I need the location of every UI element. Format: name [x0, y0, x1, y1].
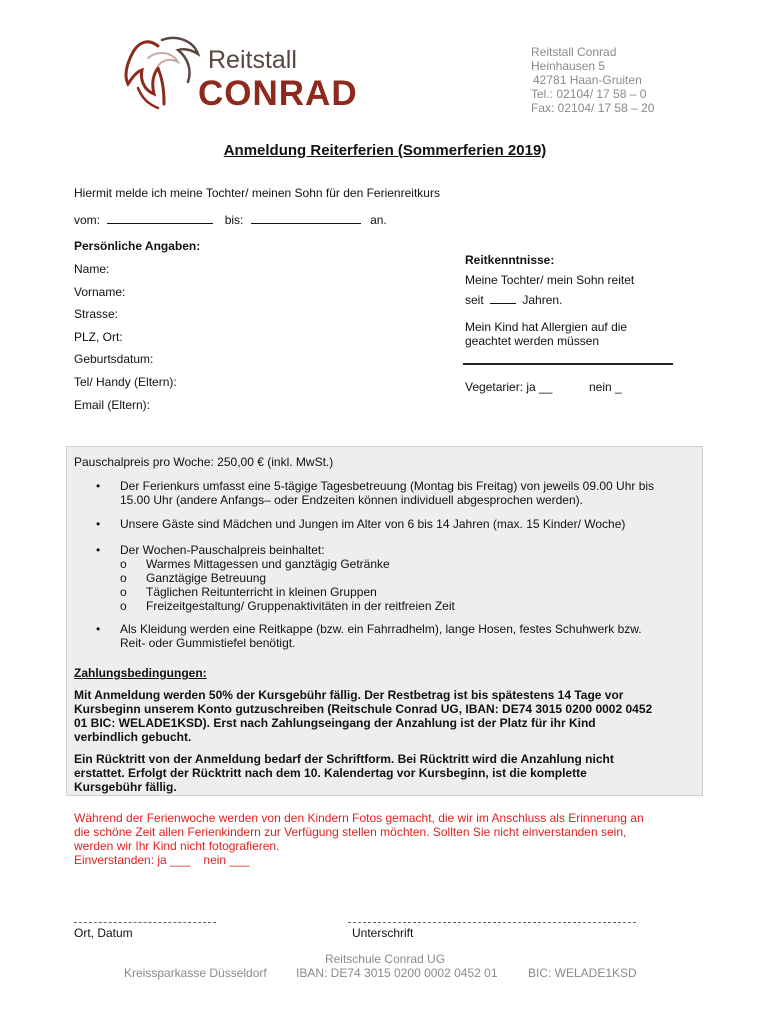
price-text: Pauschalpreis pro Woche: 250,00 € (inkl. MwSt.) [74, 455, 334, 469]
sub-item: Täglichen Reitunterricht in kleinen Gruppen [146, 585, 377, 599]
address-line: Heinhausen 5 [531, 59, 606, 73]
payment-line: 01 BIC: WELADE1KSD). Erst nach Zahlungseingang der Anzahlung ist der Platz für ihr Kind [74, 716, 596, 730]
bullet-clothing-line2: Reit- oder Gummistiefel benötigt. [120, 636, 296, 650]
payment-line: Kursgebühr fällig. [74, 780, 177, 794]
payment-line: Mit Anmeldung werden 50% der Kursgebühr fällig. Der Restbetrag ist bis spätestens 14 Tage vor [74, 688, 624, 702]
sub-bullet-icon: o [120, 599, 127, 613]
photo-line: Während der Ferienwoche werden von den Kindern Fotos gemacht, die wir im Anschluss als Erinnerung an [74, 811, 644, 825]
end-label: an. [370, 213, 387, 227]
name-field-label: Name: [74, 262, 110, 276]
bullet-clothing-line1: Als Kleidung werden eine Reitkappe (bzw. ein Fahrradhelm), lange Hosen, festes Schuhwerk bzw. [120, 622, 642, 636]
phone-field-label: Tel/ Handy (Eltern): [74, 375, 177, 389]
payment-heading: Zahlungsbedingungen: [74, 666, 207, 680]
address-line: Fax: 02104/ 17 58 – 20 [531, 101, 655, 115]
photo-line: werden wir Ihr Kind nicht fotografieren. [74, 839, 280, 853]
footer-bic: BIC: WELADE1KSD [528, 966, 637, 980]
bullet-includes: Der Wochen-Pauschalpreis beinhaltet: [120, 543, 325, 557]
photo-consent-choice[interactable]: Einverstanden: ja ___ nein ___ [74, 853, 250, 867]
riding-years-prefix: seit [465, 293, 484, 307]
riding-heading: Reitkenntnisse: [465, 253, 555, 267]
page-title: Anmeldung Reiterferien (Sommerferien 2019) [223, 142, 547, 159]
place-date-line[interactable] [74, 922, 216, 923]
bullet-icon: • [96, 622, 101, 636]
bullet-icon: • [96, 479, 101, 493]
payment-paragraph-2 [74, 752, 614, 794]
payment-paragraph-1 [74, 688, 652, 744]
from-date-field[interactable] [107, 213, 213, 224]
address-line: Tel.: 02104/ 17 58 – 0 [531, 87, 647, 101]
payment-line: Kursbeginn unserem Konto gutzuschreiben (Reitschule Conrad UG, IBAN: DE74 3015 0200 0002 0452 [74, 702, 653, 716]
email-field-label: Email (Eltern): [74, 398, 151, 412]
to-label: bis: [224, 213, 244, 227]
riding-years-field[interactable] [490, 293, 516, 304]
bullet-icon: • [96, 517, 101, 531]
signature-label: Unterschrift [352, 926, 414, 940]
address-line: 42781 Haan-Gruiten [533, 73, 642, 87]
allergy-line1: Mein Kind hat Allergien auf die [465, 320, 628, 334]
vegetarian-yes[interactable]: Vegetarier: ja __ [465, 380, 553, 394]
date-row [74, 213, 387, 227]
street-field-label: Strasse: [74, 307, 119, 321]
logo-text-reitstall: Reitstall [208, 46, 297, 74]
intro-text: Hiermit melde ich meine Tochter/ meinen Sohn für den Ferienreitkurs [74, 186, 440, 200]
sub-item: Warmes Mittagessen und ganztägig Getränke [146, 557, 390, 571]
footer-company: Reitschule Conrad UG [324, 952, 446, 966]
bullet-guests: Unsere Gäste sind Mädchen und Jungen im Alter von 6 bis 14 Jahren (max. 15 Kinder/ Woche) [120, 517, 626, 531]
sub-bullet-icon: o [120, 585, 127, 599]
address-line: Reitstall Conrad [531, 45, 617, 59]
allergy-line2: geachtet werden müssen [465, 334, 600, 348]
firstname-field-label: Vorname: [74, 285, 126, 299]
footer-bank: Kreissparkasse Düsseldorf [124, 966, 267, 980]
bullet-course-line2: 15.00 Uhr (andere Anfangs– oder Endzeiten können individuell abgesprochen werden). [120, 493, 583, 507]
payment-line: erstattet. Erfolgt der Rücktritt nach dem 10. Kalendertag vor Kursbeginn, ist die komplette [74, 766, 587, 780]
sub-item: Freizeitgestaltung/ Gruppenaktivitäten in der reitfreien Zeit [146, 599, 455, 613]
bullet-course-line1: Der Ferienkurs umfasst eine 5-tägige Tagesbetreuung (Montag bis Freitag) von jeweils 09.00 Uhr bis [120, 479, 655, 493]
zip-city-field-label: PLZ, Ort: [74, 330, 123, 344]
from-label: vom: [74, 213, 101, 227]
sub-bullet-icon: o [120, 557, 127, 571]
allergy-field[interactable] [463, 363, 673, 365]
vegetarian-no[interactable]: nein _ [589, 380, 622, 394]
riding-years-suffix: Jahren. [522, 293, 563, 307]
payment-line: verbindlich gebucht. [74, 730, 192, 744]
to-date-field[interactable] [251, 213, 361, 224]
sub-bullet-icon: o [120, 571, 127, 585]
sub-item: Ganztägige Betreuung [146, 571, 267, 585]
birthdate-field-label: Geburtsdatum: [74, 352, 154, 366]
bullet-icon: • [96, 543, 101, 557]
photo-consent-text [74, 811, 644, 867]
personal-heading: Persönliche Angaben: [74, 239, 201, 253]
photo-line: die schöne Zeit allen Ferienkindern zur Verfügung stellen möchten. Sollten Sie nicht einverstanden sein, [74, 825, 627, 839]
payment-line: Ein Rücktritt von der Anmeldung bedarf der Schriftform. Bei Rücktritt wird die Anzahlung nicht [74, 752, 614, 766]
footer-iban: IBAN: DE74 3015 0200 0002 0452 01 [296, 966, 498, 980]
logo-text-conrad: CONRAD [198, 74, 358, 113]
riding-line1: Meine Tochter/ mein Sohn reitet [465, 273, 635, 287]
riding-years-row [465, 293, 562, 307]
sender-address [531, 45, 654, 115]
place-date-label: Ort, Datum [74, 926, 133, 940]
signature-line[interactable] [348, 922, 636, 923]
